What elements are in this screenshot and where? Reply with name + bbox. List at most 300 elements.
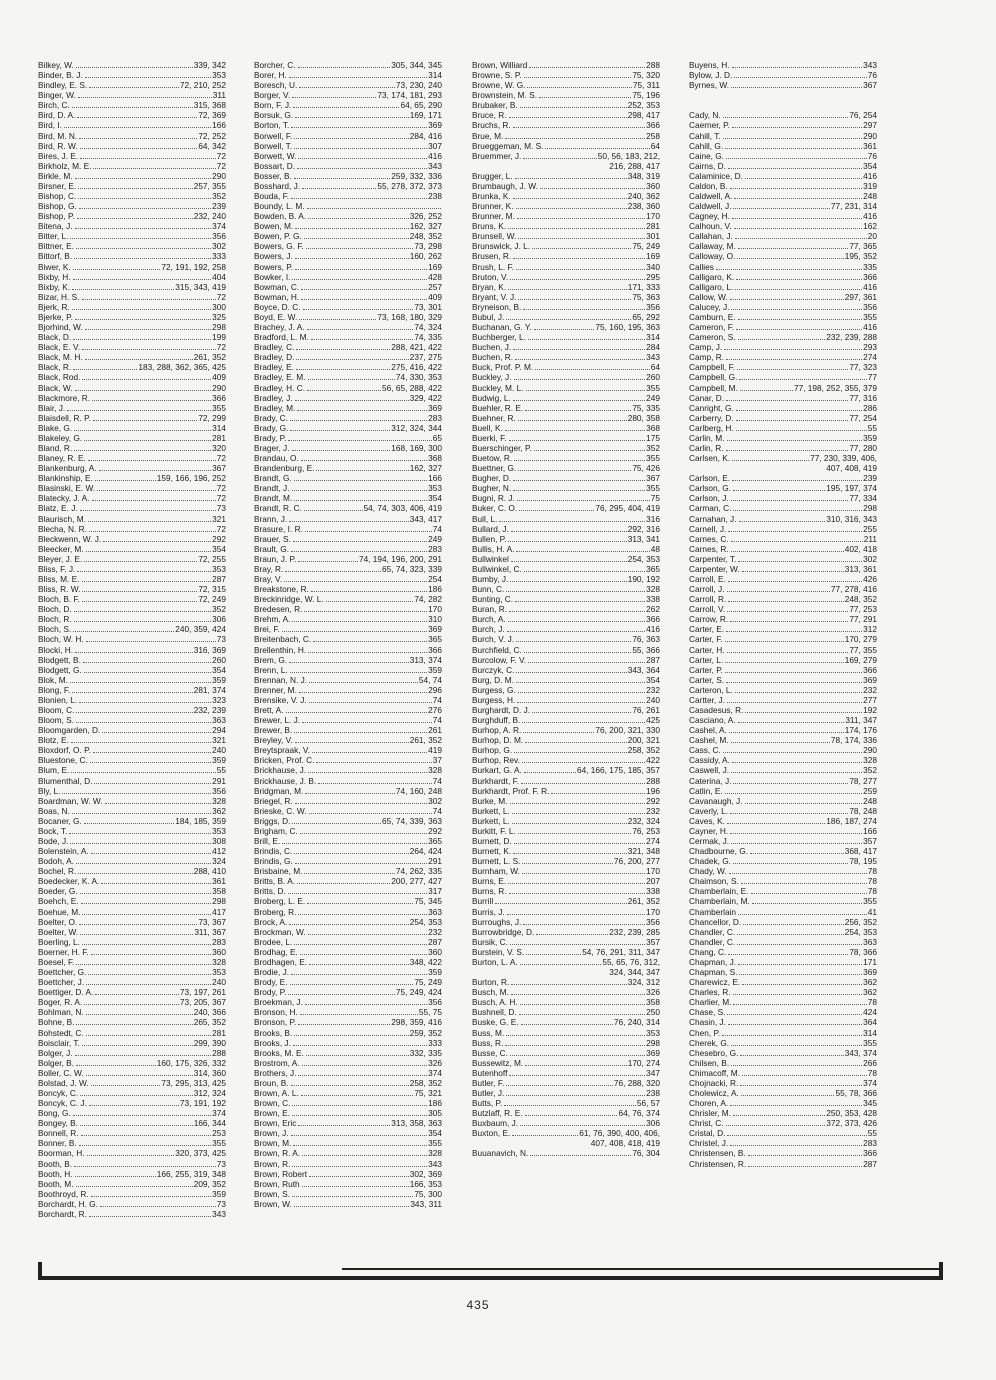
- leader-dots: [289, 924, 409, 925]
- index-entry: [472, 927, 660, 937]
- entry-name: Cashel, M.: [689, 735, 729, 746]
- entry-pages: 170: [428, 604, 442, 615]
- entry-pages: 276: [428, 705, 442, 715]
- entry-pages: 169, 279: [844, 654, 877, 665]
- entry-name: Blodgett, G.: [38, 664, 82, 675]
- index-entry: [689, 1138, 877, 1148]
- leader-dots: [72, 813, 211, 814]
- entry-name: Brubaker, B.: [472, 100, 518, 111]
- entry-name: Cameron, S.: [689, 332, 736, 343]
- index-entry: [254, 917, 442, 927]
- entry-pages: 329, 422: [409, 392, 442, 403]
- leader-dots: [93, 168, 215, 169]
- entry-pages: 249: [428, 533, 442, 544]
- entry-name: Camp, J.: [689, 342, 723, 353]
- leader-dots: [82, 944, 211, 945]
- entry-pages: 264, 424: [409, 846, 442, 857]
- index-entry: [38, 463, 226, 473]
- index-entry: [254, 433, 442, 443]
- index-entry: [472, 594, 660, 604]
- index-entry: [38, 70, 226, 80]
- entry-pages: 238: [428, 191, 442, 202]
- index-entry: [689, 765, 877, 775]
- index-entry: [689, 191, 877, 201]
- index-entry: [689, 171, 877, 181]
- entry-name: Carnell, J.: [689, 523, 727, 534]
- leader-dots: [738, 339, 826, 340]
- entry-pages: 287: [428, 936, 442, 947]
- leader-dots: [524, 77, 632, 78]
- index-entry: [689, 624, 877, 634]
- entry-pages: 369: [428, 120, 442, 131]
- leader-dots: [299, 319, 376, 320]
- entry-name: Bishop, P.: [38, 211, 75, 222]
- entry-pages: 339, 342: [193, 60, 226, 70]
- index-entry: [254, 493, 442, 503]
- leader-dots: [510, 944, 645, 945]
- leader-dots: [282, 843, 427, 844]
- leader-dots: [103, 541, 211, 542]
- entry-name: Bock, T.: [38, 825, 68, 836]
- entry-pages: 315, 343, 419: [175, 281, 226, 292]
- index-entry: [472, 564, 660, 574]
- leader-dots: [308, 379, 395, 380]
- entry-pages: 77, 198, 252, 355, 379: [793, 382, 877, 393]
- entry-name: Boyce, D. C.: [254, 301, 301, 312]
- index-entry: [254, 776, 442, 786]
- index-entry: [689, 433, 877, 443]
- entry-name: Charewicz, E.: [689, 977, 741, 988]
- index-entry: [254, 685, 442, 695]
- entry-name: Canar, D.: [689, 392, 725, 403]
- entry-pages: 74: [432, 523, 442, 534]
- entry-name: Bowman, H.: [254, 291, 300, 302]
- entry-pages: 363: [212, 715, 226, 726]
- entry-pages: 73, 230, 240: [395, 80, 442, 91]
- leader-dots: [730, 813, 848, 814]
- entry-pages: 348, 422: [409, 956, 442, 967]
- entry-name: Breckinridge, W. L.: [254, 594, 324, 605]
- index-entry: [689, 745, 877, 755]
- index-entry: [472, 120, 660, 130]
- entry-name: Brennan, N. J.: [254, 674, 308, 685]
- entry-name: Carlson, G.: [689, 483, 731, 494]
- leader-dots: [297, 168, 427, 169]
- entry-name: Blatz, E. J.: [38, 503, 78, 514]
- leader-dots: [72, 289, 174, 290]
- entry-pages: 302: [212, 241, 226, 252]
- entry-name: Brenn, L.: [254, 664, 288, 675]
- index-entry: [689, 413, 877, 423]
- entry-name: Blonien, L.: [38, 694, 78, 705]
- index-entry: [689, 564, 877, 574]
- index-entry: [689, 685, 877, 695]
- index-entry: [689, 866, 877, 876]
- leader-dots: [729, 873, 867, 874]
- leader-dots: [743, 924, 844, 925]
- leader-dots: [752, 903, 862, 904]
- entry-pages: 359: [428, 967, 442, 978]
- index-entry: [254, 383, 442, 393]
- leader-dots: [316, 762, 431, 763]
- entry-name: Christel, J.: [689, 1138, 729, 1149]
- entry-pages: 352: [212, 604, 226, 615]
- leader-dots: [99, 470, 212, 471]
- entry-pages: 293: [863, 342, 877, 353]
- index-entry: [472, 1007, 660, 1017]
- index-entry: [254, 1199, 442, 1209]
- entry-pages: 358: [212, 886, 226, 897]
- index-entry: [689, 776, 877, 786]
- entry-pages: 76: [867, 70, 877, 81]
- entry-pages: 50, 56, 183, 212,: [597, 150, 660, 161]
- entry-pages: 333: [212, 251, 226, 262]
- entry-pages: 73, 298: [414, 241, 442, 252]
- entry-pages: 313, 341: [627, 533, 660, 544]
- entry-name: Brandenburg, E.: [254, 463, 315, 474]
- index-entry: [38, 1108, 226, 1118]
- leader-dots: [93, 752, 211, 753]
- entry-pages: 315, 368: [193, 100, 226, 111]
- index-entry: [689, 755, 877, 765]
- leader-dots: [76, 964, 211, 965]
- index-entry: [38, 796, 226, 806]
- entry-pages: 416: [863, 281, 877, 292]
- leader-dots: [525, 742, 627, 743]
- entry-name: Bugher, N.: [472, 483, 512, 494]
- entry-pages: 77, 316: [849, 392, 877, 403]
- entry-name: Breakstone, R.: [254, 584, 309, 595]
- leader-dots: [513, 349, 645, 350]
- leader-dots: [72, 309, 211, 310]
- leader-dots: [71, 772, 215, 773]
- index-entry: [689, 151, 877, 161]
- index-entry: [689, 786, 877, 796]
- leader-dots: [78, 97, 212, 98]
- entry-name: Bull, L.: [472, 513, 498, 524]
- entry-pages: 262: [646, 604, 660, 615]
- entry-name: Bradley, D.: [254, 352, 295, 363]
- leader-dots: [514, 752, 627, 753]
- index-entry: [472, 90, 660, 100]
- entry-name: Butler, J.: [472, 1087, 505, 1098]
- entry-name: Camp, R.: [689, 352, 725, 363]
- entry-name: Boothroyd, R.: [38, 1188, 89, 1199]
- leader-dots: [522, 762, 645, 763]
- index-entry: [689, 372, 877, 382]
- index-entry: [472, 1148, 660, 1158]
- entry-name: Boncyk, C.: [38, 1087, 79, 1098]
- entry-pages: 159, 166, 196, 252: [156, 473, 226, 484]
- leader-dots: [525, 410, 631, 411]
- entry-name: Buell, K.: [472, 422, 503, 433]
- entry-pages: 367: [863, 80, 877, 91]
- entry-pages: 240, 362: [627, 191, 660, 202]
- entry-name: Chadek, G.: [689, 856, 731, 867]
- entry-name: Blecha, N. R.: [38, 523, 87, 534]
- leader-dots: [89, 1216, 211, 1217]
- entry-pages: 353: [646, 1027, 660, 1038]
- entry-name: Boas, N.: [38, 805, 70, 816]
- leader-dots: [290, 672, 427, 673]
- leader-dots: [298, 1075, 427, 1076]
- leader-dots: [89, 531, 216, 532]
- entry-name: Brown, Ruth: [254, 1178, 300, 1189]
- entry-pages: 265, 352: [193, 1017, 226, 1028]
- entry-name: Chapman, S.: [689, 967, 738, 978]
- entry-name: Buerki, F.: [472, 432, 507, 443]
- entry-pages: 75, 426: [632, 463, 660, 474]
- entry-name: Campbell, M.: [689, 382, 738, 393]
- entry-pages-continued: 324, 344, 347: [609, 967, 660, 978]
- entry-pages: 55, 366: [632, 644, 660, 655]
- index-entry: [472, 886, 660, 896]
- leader-dots: [725, 148, 862, 149]
- entry-name: Bindley, E. S.: [38, 80, 88, 91]
- entry-name: Chandler, C.: [689, 936, 736, 947]
- leader-dots: [723, 117, 849, 118]
- entry-pages: 65: [432, 432, 442, 443]
- entry-name: Brager, J.: [254, 442, 290, 453]
- leader-dots: [733, 1004, 866, 1005]
- index-entry: [38, 765, 226, 775]
- leader-dots: [292, 1196, 413, 1197]
- leader-dots: [521, 783, 645, 784]
- leader-dots: [506, 1095, 645, 1096]
- entry-name: Bullard, J.: [472, 523, 509, 534]
- entry-pages: 78: [867, 866, 877, 877]
- index-entry: [38, 685, 226, 695]
- entry-pages: 277: [863, 694, 877, 705]
- index-entry: [254, 1108, 442, 1118]
- leader-dots: [70, 682, 211, 683]
- entry-name: Bruton, V.: [472, 271, 509, 282]
- entry-name: Buxbaum, J.: [472, 1118, 519, 1129]
- leader-dots: [292, 490, 428, 491]
- leader-dots: [513, 400, 645, 401]
- entry-name: Butler, F.: [472, 1077, 505, 1088]
- entry-name: Burton, R.: [472, 977, 510, 988]
- index-entry: [38, 715, 226, 725]
- entry-pages: 362: [212, 805, 226, 816]
- entry-pages: 356: [212, 785, 226, 796]
- entry-name: Burns, R.: [472, 886, 507, 897]
- leader-dots: [82, 379, 211, 380]
- entry-name: Bolenstein, A.: [38, 846, 89, 857]
- entry-pages: 78: [867, 1067, 877, 1078]
- entry-pages: 232, 239, 285: [609, 926, 660, 937]
- entry-pages: 73: [216, 1158, 226, 1169]
- leader-dots: [532, 248, 631, 249]
- entry-name: Catlin, E.: [689, 785, 723, 796]
- entry-pages: 248, 352: [409, 231, 442, 242]
- index-entry: [254, 645, 442, 655]
- leader-dots: [76, 712, 192, 713]
- leader-dots: [294, 1035, 408, 1036]
- leader-dots: [745, 178, 862, 179]
- index-entry: [689, 383, 877, 393]
- entry-name: Buss, M.: [472, 1027, 505, 1038]
- leader-dots: [506, 591, 645, 592]
- leader-dots: [76, 248, 211, 249]
- entry-pages: 78, 366: [849, 946, 877, 957]
- entry-pages: 77, 231, 314: [830, 201, 877, 212]
- leader-dots: [539, 97, 631, 98]
- index-entry: [689, 1088, 877, 1098]
- index-entry: [38, 1098, 226, 1108]
- index-entry: [689, 534, 877, 544]
- index-entry: [689, 211, 877, 221]
- index-entry: [38, 695, 226, 705]
- entry-pages: 328: [212, 795, 226, 806]
- index-entry: [38, 776, 226, 786]
- index-entry: [472, 665, 660, 675]
- entry-pages: 343: [863, 60, 877, 70]
- leader-dots: [736, 410, 862, 411]
- leader-dots: [291, 1135, 428, 1136]
- entry-name: Camburn, E.: [689, 311, 736, 322]
- leader-dots: [82, 914, 211, 915]
- entry-name: Borwell, F.: [254, 130, 293, 141]
- index-entry: [254, 725, 442, 735]
- index-entry: [689, 634, 877, 644]
- entry-pages: 367: [212, 463, 226, 474]
- leader-dots: [513, 853, 627, 854]
- leader-dots: [298, 67, 391, 68]
- index-entry: [689, 735, 877, 745]
- entry-pages: 357: [863, 836, 877, 847]
- leader-dots: [89, 1105, 179, 1106]
- entry-pages: 75, 320: [632, 70, 660, 81]
- leader-dots: [732, 127, 862, 128]
- entry-name: Bjerke, P.: [38, 311, 73, 322]
- entry-name: Burkett, L.: [472, 805, 510, 816]
- entry-pages: 168, 169, 300: [391, 442, 442, 453]
- leader-dots: [82, 581, 212, 582]
- leader-dots: [293, 1145, 427, 1146]
- entry-pages: 77, 334: [849, 493, 877, 504]
- entry-pages: 288, 410: [193, 866, 226, 877]
- index-entry: [254, 705, 442, 715]
- leader-dots: [731, 551, 844, 552]
- leader-dots: [525, 1115, 618, 1116]
- entry-pages: 369: [646, 1047, 660, 1058]
- index-entry: [472, 514, 660, 524]
- entry-pages: 291: [212, 775, 226, 786]
- entry-pages: 169: [646, 251, 660, 262]
- entry-name: Bronson, P.: [254, 1017, 297, 1028]
- entry-name: Bursik, C.: [472, 936, 508, 947]
- entry-pages: 184, 185, 359: [175, 815, 226, 826]
- entry-pages: 314: [212, 422, 226, 433]
- leader-dots: [82, 349, 216, 350]
- entry-name: Boncyk, C. J.: [38, 1098, 87, 1109]
- index-entry: [38, 312, 226, 322]
- entry-pages: 353: [212, 967, 226, 978]
- entry-name: Bixby, H.: [38, 271, 71, 282]
- entry-pages: 258, 352: [409, 1077, 442, 1088]
- entry-pages: 175: [646, 432, 660, 443]
- index-entry: [472, 1028, 660, 1038]
- leader-dots: [751, 893, 867, 894]
- index-entry: [254, 816, 442, 826]
- index-entry: [472, 1108, 660, 1118]
- entry-pages: 353: [212, 70, 226, 81]
- entry-name: Boedecker, K. A.: [38, 876, 100, 887]
- entry-pages: 78, 195: [849, 856, 877, 867]
- entry-name: Cameron, F.: [689, 322, 735, 333]
- entry-name: Bowers, P.: [254, 261, 294, 272]
- entry-pages: 348, 319: [627, 170, 660, 181]
- leader-dots: [739, 974, 862, 975]
- index-entry: [254, 1028, 442, 1038]
- leader-dots: [505, 138, 645, 139]
- index-entry: [254, 1048, 442, 1058]
- index-entry: [472, 987, 660, 997]
- leader-dots: [523, 732, 594, 733]
- entry-pages: 362: [863, 977, 877, 988]
- entry-name: Bumby, J.: [472, 573, 509, 584]
- leader-dots: [82, 591, 197, 592]
- entry-pages: 240: [212, 977, 226, 988]
- entry-name: Buchberger, L.: [472, 332, 526, 343]
- entry-name: Burch, V. J.: [472, 634, 515, 645]
- index-entry: [38, 383, 226, 393]
- entry-name: Brostrom, A.: [254, 1057, 300, 1068]
- leader-dots: [722, 1035, 862, 1036]
- entry-pages: 352: [646, 442, 660, 453]
- entry-name: Carpenter, T.: [689, 553, 737, 564]
- entry-name: Black, D.: [38, 332, 72, 343]
- entry-name: Brensike, V. J.: [254, 694, 307, 705]
- leader-dots: [518, 238, 645, 239]
- index-entry: [254, 231, 442, 241]
- entry-pages: 366: [863, 664, 877, 675]
- entry-name: Booth, B.: [38, 1158, 73, 1169]
- entry-name: Bossart, D.: [254, 160, 296, 171]
- leader-dots: [723, 138, 862, 139]
- entry-pages: 160, 262: [409, 251, 442, 262]
- entry-pages: 409: [428, 291, 442, 302]
- entry-pages: 302, 369: [409, 1168, 442, 1179]
- index-entry: [254, 201, 442, 211]
- entry-pages: 195, 197, 374: [826, 483, 877, 494]
- entry-name: Chasin, J.: [689, 1017, 726, 1028]
- entry-name: Chen, P.: [689, 1027, 721, 1038]
- index-entry: [254, 80, 442, 90]
- leader-dots: [727, 823, 825, 824]
- entry-pages: 261: [428, 725, 442, 736]
- index-entry: [689, 1058, 877, 1068]
- entry-pages: 259: [863, 785, 877, 796]
- entry-pages: 357: [646, 936, 660, 947]
- leader-dots: [524, 772, 576, 773]
- entry-name: Carnes, R.: [689, 543, 729, 554]
- leader-dots: [732, 218, 862, 219]
- index-entry: [254, 1128, 442, 1138]
- index-entry: [472, 826, 660, 836]
- entry-pages: 253: [212, 1128, 226, 1139]
- entry-pages: 295: [646, 271, 660, 282]
- entry-pages: 72, 252: [198, 130, 226, 141]
- index-entry: [38, 1209, 226, 1219]
- leader-dots: [509, 893, 646, 894]
- leader-dots: [301, 460, 427, 461]
- entry-name: Caerner, P.: [689, 120, 730, 131]
- entry-name: Brody, P.: [254, 987, 287, 998]
- index-entry: [472, 755, 660, 765]
- index-entry: [689, 1007, 877, 1017]
